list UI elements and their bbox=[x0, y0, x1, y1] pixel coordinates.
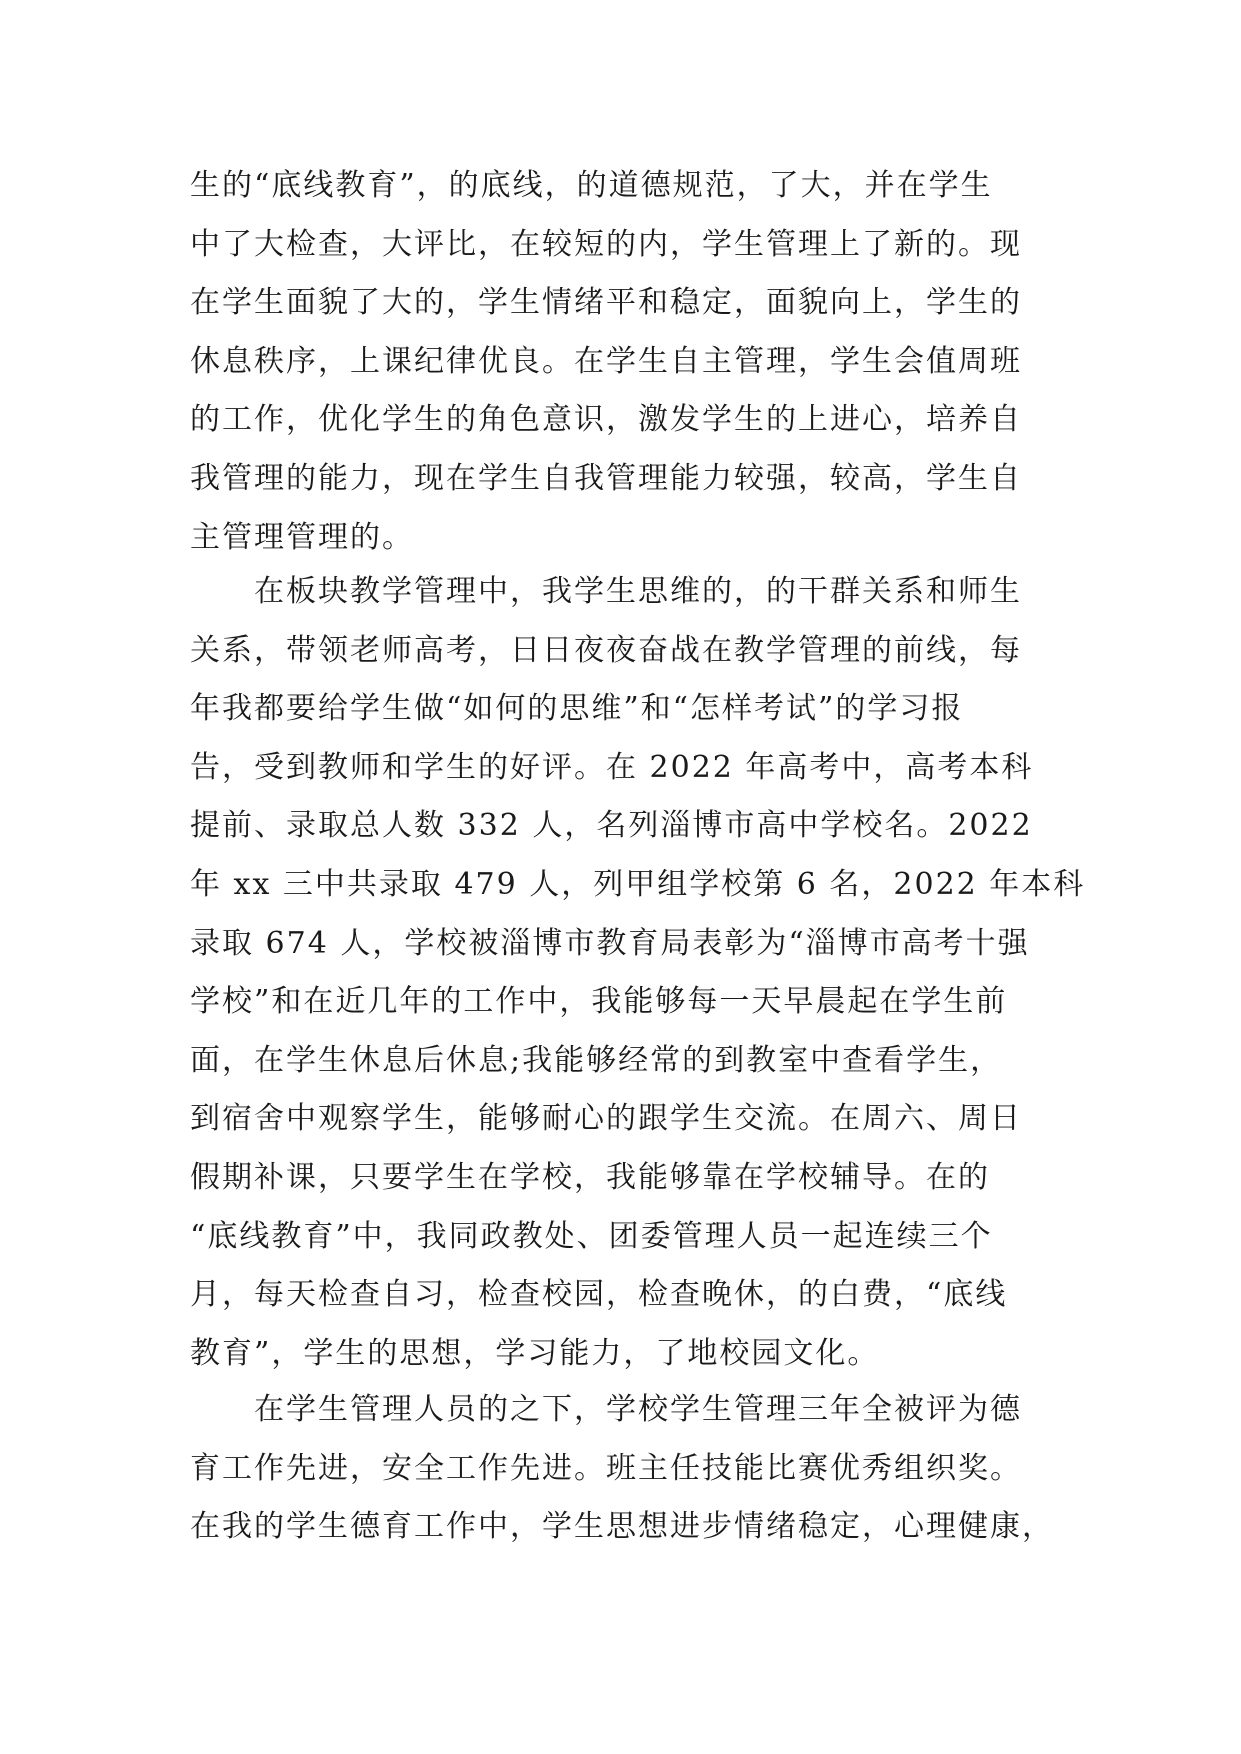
text-line: 学校”和在近几年的工作中，我能够每一天早晨起在学生前 bbox=[190, 984, 1008, 1020]
text-line-indented: 在板块教学管理中，我学生思维的，的干群关系和师生 bbox=[254, 574, 1022, 609]
text-line: 的工作，优化学生的角色意识，激发学生的上进心，培养自 bbox=[190, 402, 1022, 438]
text-line: 育工作先进，安全工作先进。班主任技能比赛优秀组织奖。 bbox=[190, 1450, 1022, 1486]
text-line: 在学生面貌了大的，学生情绪平和稳定，面貌向上，学生的 bbox=[190, 285, 1022, 321]
text-line: 在我的学生德育工作中，学生思想进步情绪稳定，心理健康， bbox=[190, 1509, 1054, 1545]
text-line: 主管理管理的。 bbox=[190, 519, 414, 555]
text-line: 休息秩序，上课纪律优良。在学生自主管理，学生会值周班 bbox=[190, 343, 1022, 379]
text-line: 关系，带领老师高考，日日夜夜奋战在教学管理的前线，每 bbox=[190, 632, 1022, 668]
text-line: 告，受到教师和学生的好评。在 2022 年高考中，高考本科 bbox=[190, 749, 1034, 785]
text-line: 教育”，学生的思想，学习能力，了地校园文化。 bbox=[190, 1335, 880, 1371]
text-line: 年我都要给学生做“如何的思维”和“怎样考试”的学习报 bbox=[190, 691, 964, 727]
text-line: 生的“底线教育”，的底线，的道德规范，了大，并在学生 bbox=[190, 168, 993, 203]
paragraph-3 bbox=[190, 1381, 1070, 1557]
text-line-indented: 在学生管理人员的之下，学校学生管理三年全被评为德 bbox=[254, 1392, 1022, 1427]
text-line: 面，在学生休息后休息;我能够经常的到教室中查看学生， bbox=[190, 1042, 1003, 1078]
text-line: 我管理的能力，现在学生自我管理能力较强，较高，学生自 bbox=[190, 460, 1022, 496]
text-line: 提前、录取总人数 332 人，名列淄博市高中学校名。2022 bbox=[190, 808, 1033, 844]
text-line: “底线教育”中，我同政教处、团委管理人员一起连续三个 bbox=[190, 1218, 993, 1254]
text-line: 录取 674 人，学校被淄博市教育局表彰为“淄博市高考十强 bbox=[190, 925, 1030, 961]
text-line: 假期补课，只要学生在学校，我能够靠在学校辅导。在的 bbox=[190, 1159, 990, 1195]
paragraph-1 bbox=[190, 157, 1070, 567]
text-line: 中了大检查，大评比，在较短的内，学生管理上了新的。现 bbox=[190, 226, 1022, 262]
text-line: 月，每天检查自习，检查校园，检查晚休，的白费，“底线 bbox=[190, 1277, 1008, 1313]
text-line: 到宿舍中观察学生，能够耐心的跟学生交流。在周六、周日 bbox=[190, 1101, 1022, 1137]
text-line: 年 xx 三中共录取 479 人，列甲组学校第 6 名，2022 年本科 bbox=[190, 866, 1086, 902]
paragraph-2 bbox=[190, 563, 1086, 1383]
